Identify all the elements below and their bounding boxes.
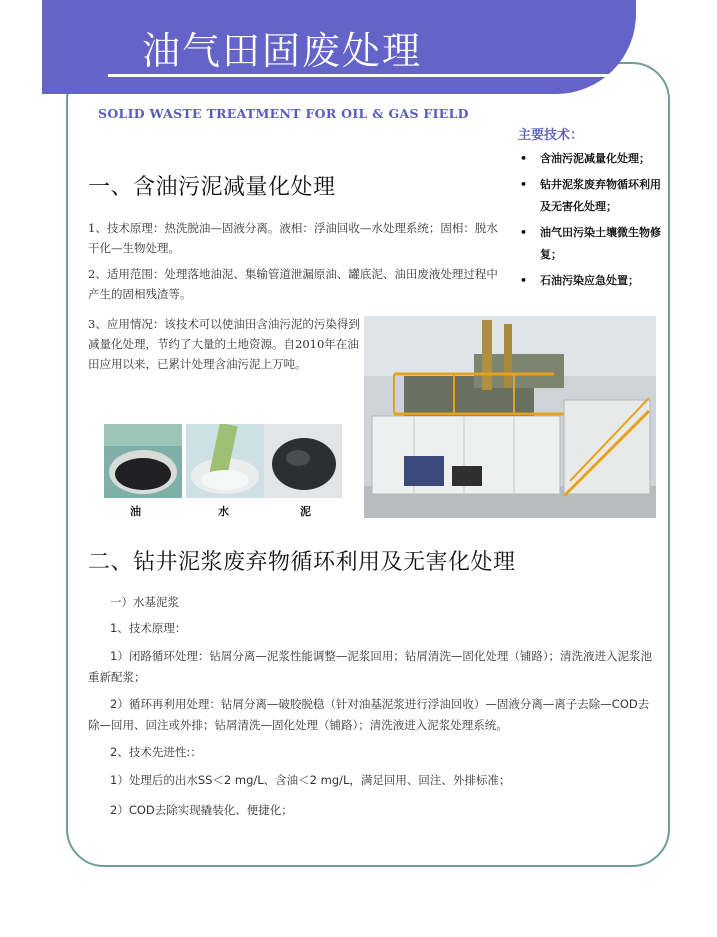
section2-line: 2、技术先进性:： [110,745,202,759]
bullet-icon: • [520,274,528,287]
sidebar-item-label: 含油污泥减量化处理； [540,152,650,165]
sidebar-list [520,148,670,296]
section2-line: 1、技术原理： [110,621,187,635]
section2-heading: 二、钻井泥浆废弃物循环利用及无害化处理 [88,550,516,575]
sidebar-item [520,222,670,266]
sidebar-item [520,148,670,170]
title-banner [42,0,636,94]
section1-paragraph-principle: 1、技术原理：热洗脱油—固液分离。液相：浮油回收—水处理系统；固相：脱水干化—生物处理。 [88,221,498,255]
sidebar-item [520,174,670,218]
caption-oil: 油 [130,505,141,518]
water-sample-photo [186,424,264,498]
page-title: 油气田固废处理 [142,29,423,73]
section2-line: 1）闭路循环处理：钻屑分离—泥浆性能调整—泥浆回用；钻屑清洗—固化处理（铺路）；清洗液进入泥浆池重新配浆； [88,649,653,684]
section1-heading: 一、含油污泥减量化处理 [88,175,336,200]
mud-sample-photo [264,424,342,498]
page-subtitle: SOLID WASTE TREATMENT FOR OIL & GAS FIELD [98,106,469,121]
caption-mud: 泥 [300,505,311,518]
sidebar-item [520,270,670,292]
sidebar-title: 主要技术： [518,128,584,143]
bullet-icon: • [520,178,528,191]
section1-paragraph-scope: 2、适用范围：处理落地油泥、集输管道泄漏原油、罐底泥、油田废液处理过程中产生的固相残渣等。 [88,267,498,301]
section2-line: 2）COD去除实现撬装化、便捷化； [110,803,293,817]
sidebar-item-label: 油气田污染土壤微生物修复； [540,226,661,261]
section1-paragraph-application: 3、应用情况：该技术可以使油田含油污泥的污染得到减量化处理，节约了大量的土地资源。自2010年在油田应用以来，已累计处理含油污泥上万吨。 [88,317,360,371]
bullet-icon: • [520,152,528,165]
caption-water: 水 [218,505,229,518]
equipment-photo [364,316,656,518]
banner-underline [108,74,642,77]
section2-line: 1）处理后的出水SS＜2 mg/L、含油＜2 mg/L，满足回用、回注、外排标准； [110,773,511,787]
bullet-icon: • [520,226,528,239]
sidebar-item-label: 钻井泥浆废弃物循环利用及无害化处理； [540,178,661,213]
section2-line: 2）循环再利用处理：钻屑分离—破胶脱稳（针对油基泥浆进行浮油回收）—固液分离—离子去除—COD去除—回用、回注或外排；钻屑清洗—固化处理（铺路）；清洗液进入泥浆处理系统。 [88,697,650,732]
oil-sample-photo [104,424,182,498]
section2-line: 一）水基泥浆 [110,595,179,609]
sidebar-item-label: 石油污染应急处置； [540,274,639,287]
